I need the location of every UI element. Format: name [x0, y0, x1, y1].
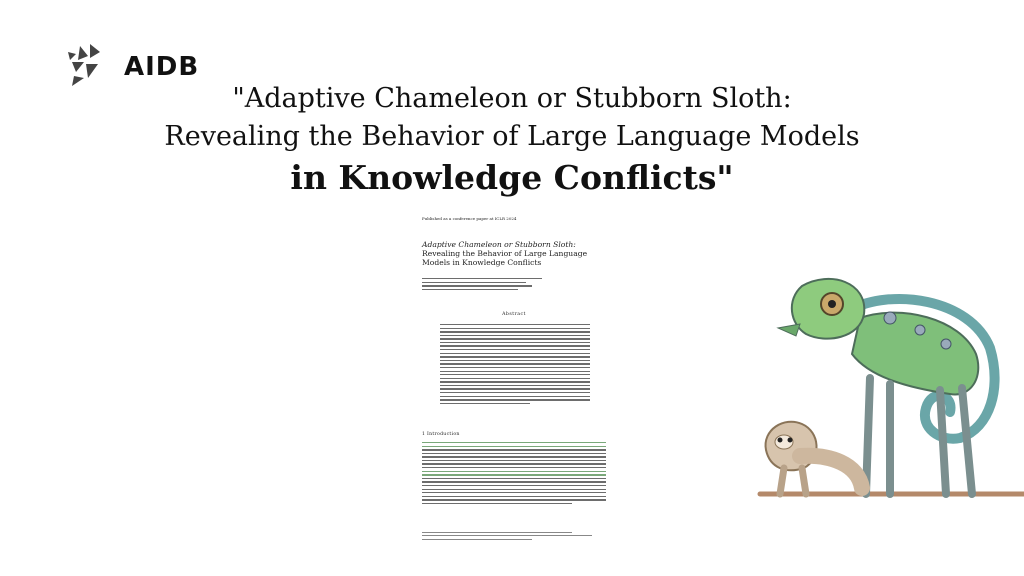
paper-title-rest: Revealing the Behavior of Large Language Models in Knowledge Conflicts	[422, 249, 588, 268]
chameleon-sloth-icon	[740, 258, 1024, 508]
paper-title	[422, 240, 610, 268]
title-line-1: "Adaptive Chameleon or Stubborn Sloth:	[232, 83, 792, 114]
paper-footnotes	[422, 532, 606, 542]
paper-thumbnail	[418, 214, 610, 564]
logo-text: AIDB	[124, 52, 200, 82]
chameleon-sloth-illustration	[740, 258, 1024, 508]
paper-intro-heading: 1 Introduction	[422, 432, 460, 437]
title-line-2: Revealing the Behavior of Large Language Models	[164, 121, 860, 152]
page-title	[0, 80, 1024, 200]
title-line-3: in Knowledge Conflicts"	[290, 158, 734, 197]
paper-authors	[422, 278, 592, 292]
paper-abstract-heading: Abstract	[502, 312, 526, 317]
paper-title-italic: Adaptive Chameleon or Stubborn Sloth:	[422, 240, 576, 249]
paper-abstract-body	[440, 324, 590, 406]
paper-intro-body	[422, 442, 606, 506]
paper-published-note: Published as a conference paper at ICLR 2024	[422, 216, 517, 221]
